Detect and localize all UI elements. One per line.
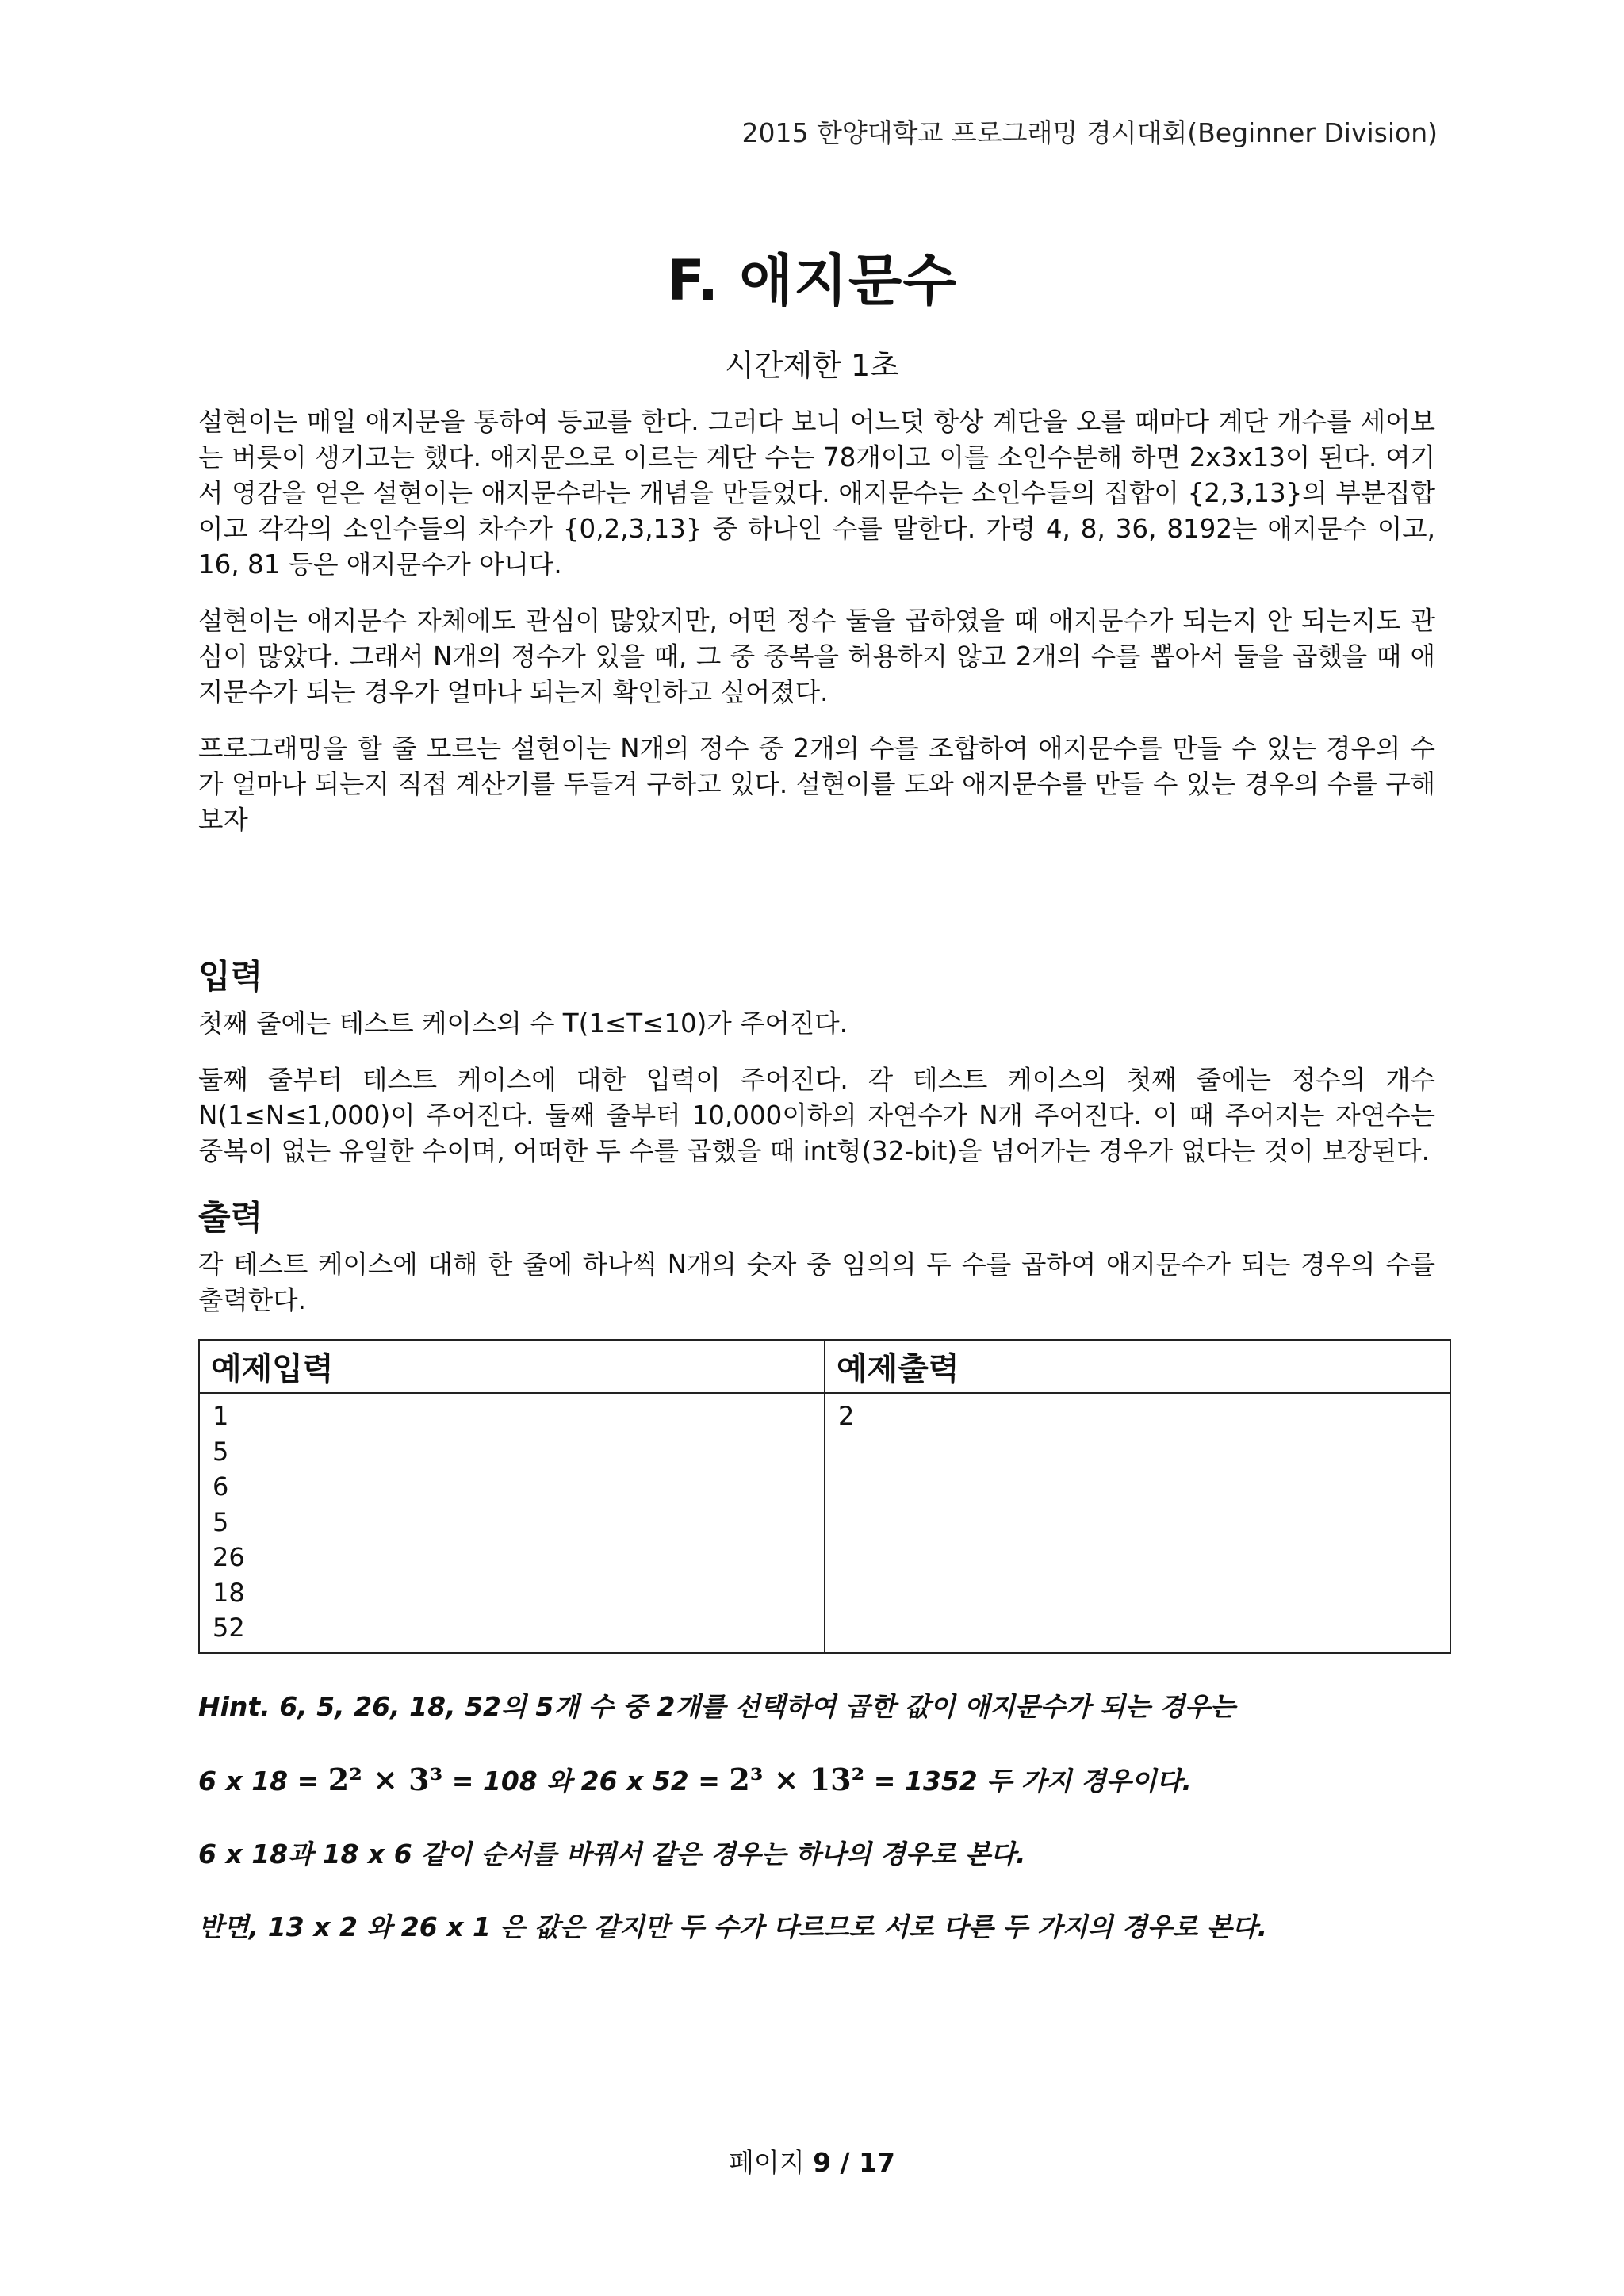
footer-page-number: 9: [813, 2147, 832, 2178]
page-footer: [0, 2142, 1624, 2179]
hint-line: Hint. 6, 5, 26, 18, 52의 5개 수 중 2개를 선택하여 곱한 값이 애지문수가 되는 경우는: [198, 1690, 1235, 1722]
problem-body: [198, 404, 1435, 1946]
sample-input-line: 1: [213, 1401, 229, 1431]
hint-text: 6 x 18 =: [198, 1765, 328, 1797]
output-heading: 출력: [198, 1198, 263, 1237]
hint-formula: 2² × 3³: [327, 1761, 443, 1797]
page-header: 2015 한양대학교 프로그래밍 경시대회(Beginner Division): [741, 117, 1438, 148]
hint-line: 6 x 18과 18 x 6 같이 순서를 바꿔서 같은 경우는 하나의 경우로 본다.: [198, 1838, 1026, 1869]
sample-input-line: 26: [213, 1542, 245, 1572]
footer-separator: /: [831, 2147, 860, 2178]
hint-line: 반면, 13 x 2 와 26 x 1 은 값은 같지만 두 수가 다르므로 서로 다른 두 가지의 경우로 본다.: [198, 1911, 1268, 1942]
sample-input-cell: [199, 1393, 825, 1653]
sample-output-cell: [825, 1393, 1450, 1653]
hint-section: [198, 1689, 1435, 1946]
sample-input-line: 5: [213, 1506, 229, 1537]
output-paragraph: 각 테스트 케이스에 대해 한 줄에 하나씩 N개의 숫자 중 임의의 두 수를 곱하여 애지문수가 되는 경우의 수를 출력한다.: [198, 1249, 1435, 1315]
hint-text: = 1352 두 가지 경우이다.: [864, 1765, 1192, 1797]
footer-prefix: 페이지: [728, 2147, 814, 2178]
time-limit: 시간제한 1초: [725, 348, 899, 383]
hint-formula: 2³ × 13²: [729, 1761, 865, 1797]
description-paragraph: 설현이는 매일 애지문을 통하여 등교를 한다. 그러다 보니 어느덧 항상 계단을 오를 때마다 계단 개수를 세어보는 버릇이 생기고는 했다. 애지문으로 이르는 계단 수는 78개이고 이를 소인수분해 하면 2x3x13이 된다. 여기서 영감을 얻은 설현이는 애지문수라는 개념을 만들었다. 애지문수는 소인수들의 집합이 {2,3,13}의 부분집합이고 각각의 소인수들의 차수가 {0,2,3,13} 중 하나인 수를 말한다. 가령 4, 8, 36, 8192는 애지문수 이고, 16, 81 등은 애지문수가 아니다.: [198, 407, 1435, 580]
footer-page-total: 17: [859, 2147, 896, 2178]
sample-input-line: 6: [213, 1471, 229, 1502]
hint-text: = 108 와 26 x 52 =: [442, 1765, 730, 1797]
sample-input-line: 52: [213, 1613, 245, 1643]
sample-output-line: 2: [838, 1401, 855, 1431]
description-paragraph: 프로그래밍을 할 줄 모르는 설현이는 N개의 정수 중 2개의 수를 조합하여 애지문수를 만들 수 있는 경우의 수가 얼마나 되는지 직접 계산기를 두들겨 구하고 있다. 설현이를 도와 애지문수를 만들 수 있는 경우의 수를 구해보자: [198, 733, 1435, 835]
sample-output-header: 예제출력: [825, 1340, 1450, 1393]
sample-input-line: 18: [213, 1577, 245, 1608]
sample-table: [198, 1339, 1451, 1654]
input-paragraph: 첫째 줄에는 테스트 케이스의 수 T(1≤T≤10)가 주어진다.: [198, 1008, 848, 1039]
input-paragraph: 둘째 줄부터 테스트 케이스에 대한 입력이 주어진다. 각 테스트 케이스의 첫째 줄에는 정수의 개수 N(1≤N≤1,000)이 주어진다. 둘째 줄부터 10,000이하의 자연수가 N개 주어진다. 이 때 주어지는 자연수는 중복이 없는 유일한 수이며, 어떠한 두 수를 곱했을 때 int형(32-bit)을 넘어가는 경우가 없다는 것이 보장된다.: [198, 1065, 1435, 1166]
sample-input-header: 예제입력: [199, 1340, 825, 1393]
problem-title: F. 애지문수: [667, 248, 957, 313]
sample-input-line: 5: [213, 1436, 229, 1467]
hint-equation-line: [198, 1762, 1435, 1800]
description-paragraph: 설현이는 애지문수 자체에도 관심이 많았지만, 어떤 정수 둘을 곱하였을 때 애지문수가 되는지 안 되는지도 관심이 많았다. 그래서 N개의 정수가 있을 때, 그 중 중복을 허용하지 않고 2개의 수를 뽑아서 둘을 곱했을 때 애지문수가 되는 경우가 얼마나 되는지 확인하고 싶어졌다.: [198, 606, 1435, 707]
input-heading: 입력: [198, 957, 263, 996]
